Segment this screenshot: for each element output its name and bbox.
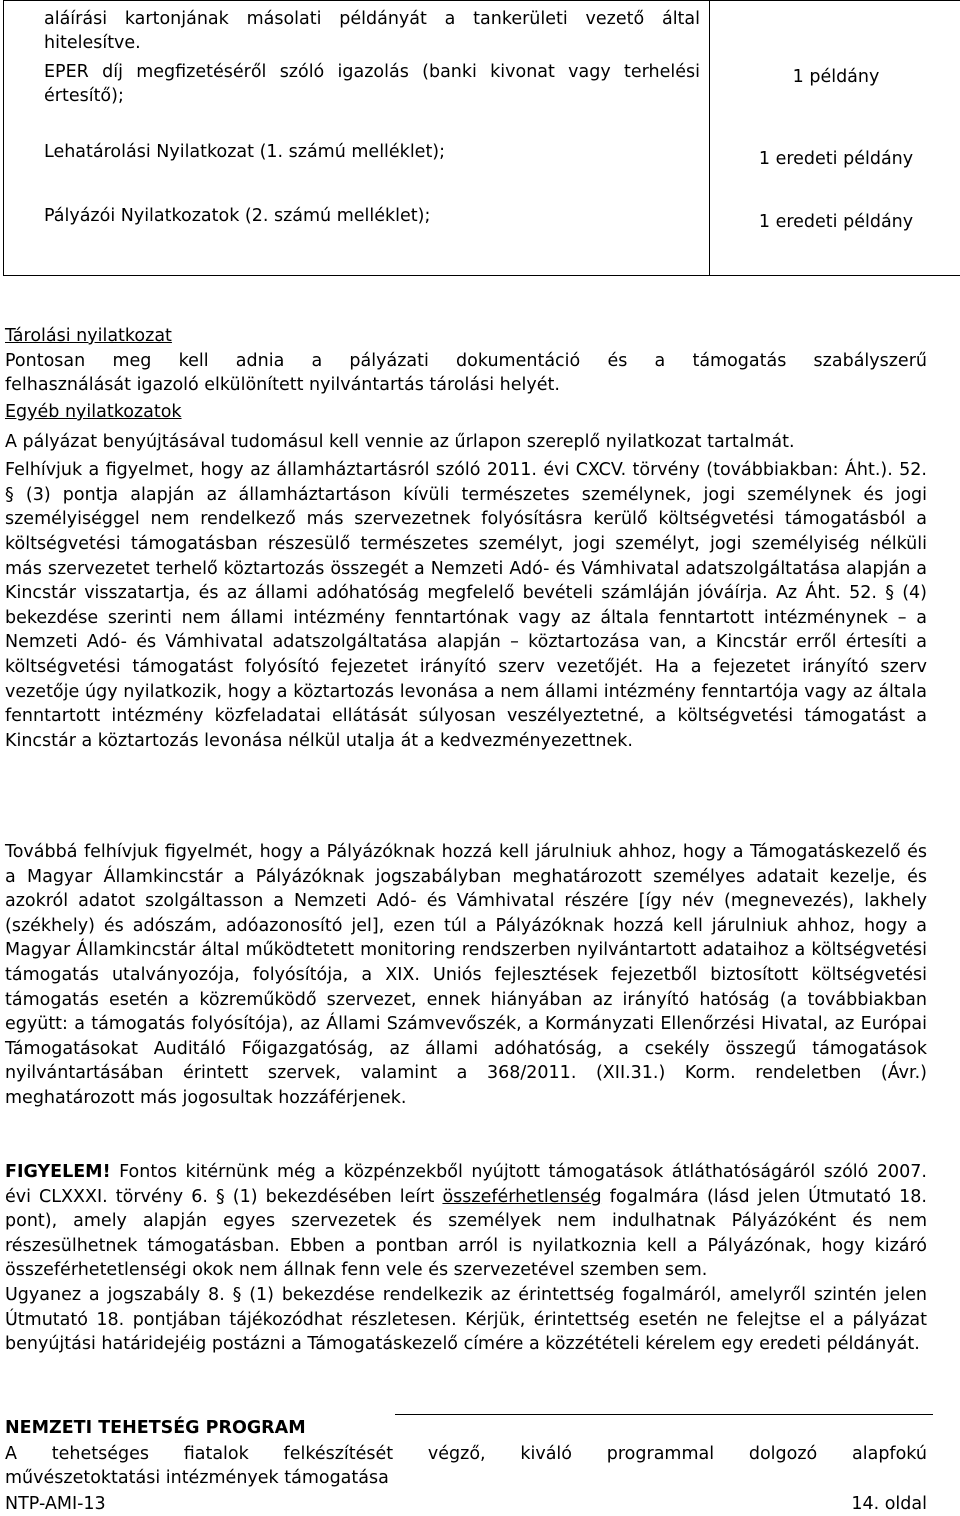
paragraph-line: felhasználását igazoló elkülönített nyilvántartás tárolási helyét. — [5, 375, 560, 396]
section-heading: Tárolási nyilatkozat — [5, 326, 172, 346]
table-qty: 1 eredeti példány — [758, 212, 914, 232]
paragraph: Felhívjuk a figyelmet, hogy az államháztartásról szóló 2011. évi CXCV. törvény (továbbiakban: Áht.). 52. § (3) pontja alapján az államháztartáson kívüli természetes személynek, jogi személynek és jogi személyiséggel nem rendelkező más szervezetnek folyósításra kerülő költségvetési támogatásból a költségvetési támogatásban részesülő természetes személyt, jogi személyt, jogi személyiség nélküli más szervezetet terhelő köztartozás összegét a Nemzeti Adó- és Vámhivatal adatszolgáltatása alapján a Kincstár visszatartja, és az állami adóhatóság megfelelő bevételi számláján jóváírja. Az Áht. 52. § (4) bekezdése szerinti nem állami intézmény fenntartónak vagy az általa fenntartott intézménynek – a Nemzeti Adó- és Vámhivatal adatszolgáltatása alapján – köztartozása van, a Kincstár erről értesíti a költségvetési támogatást folyósító fejezetet irányító szerv vezetőjét. Ha a fejezetet irányító szerv vezetője úgy nyilatkozik, hogy a köztartozás levonása a nem állami intézmény fenntartója vagy az általa fenntartott intézmény közfeladatai ellátását súlyosan veszélyeztetné, a költségvetési támogatást a Kincstár a köztartozás levonása nélkül utalja át a kedvezményezettnek. — [5, 460, 927, 751]
paragraph: A pályázat benyújtásával tudomásul kell vennie az űrlapon szereplő nyilatkozat tartalmát. — [5, 431, 795, 452]
table-qty: 1 eredeti példány — [758, 149, 914, 169]
paragraph-adatkezeles — [5, 840, 927, 1111]
footer-title: NEMZETI TEHETSÉG PROGRAM — [5, 1418, 306, 1438]
page-number: 14. oldal — [851, 1494, 927, 1514]
term-link: összeférhetlenség — [442, 1186, 602, 1207]
section-tarolasi — [5, 324, 927, 398]
paragraph: Továbbá felhívjuk figyelmét, hogy a Pályázóknak hozzá kell járulniuk ahhoz, hogy a Támogatáskezelő és a Magyar Államkincstár a Pályázóknak jogszabályban meghatározott személyes adatait kezelje, és azokról adatot szolgáltasson a Nemzeti Adó- és Vámhivatal részére [így név (megnevezés), lakhely (székhely) és adószám, adóazonosító jel], ezen túl a Pályázóknak hozzá kell járulniuk ahhoz, hogy a Magyar Államkincstár által működtetett monitoring rendszerben nyilvántartott adataihoz a költségvetési támogatás utalványozója, folyósítója, a XIX. Uniós fejlesztések fejezetből biztosított költségvetési támogatás esetén a közreműködő szervezet, ennek hiányában az irányító hatóság (a továbbiakban együtt: a támogatás folyósítója), az Állami Számvevőszék, a Kormányzati Ellenőrzési Hivatal, az Európai Támogatásokat Auditáló Főigazgatóság, az állami adóhatóság, a csekély összegű támogatások nyilvántartásában érintett szervek, valamint a 368/2011. (XII.31.) Korm. rendeletben (Ávr.) meghatározott más jogosultak hozzáférjenek. — [5, 842, 927, 1108]
required-documents-table — [3, 0, 960, 276]
paragraph-line: Pontosan meg kell adnia a pályázati dokumentáció és a támogatás szabályszerű — [5, 350, 927, 371]
footer-description: A tehetséges fiatalok felkészítését végző, kiváló programmal dolgozó alapfokú művészetoktatási intézmények támogatása — [5, 1444, 927, 1488]
footer-divider — [395, 1414, 933, 1415]
table-item: Pályázói Nyilatkozatok (2. számú melléklet); — [44, 206, 431, 226]
section-figyelem — [5, 1160, 927, 1357]
table-item: aláírási kartonjának másolati példányát a tankerületi vezető által hitelesítve. — [44, 9, 700, 53]
table-row — [4, 1, 960, 276]
footer-code: NTP-AMI-13 — [5, 1494, 106, 1514]
section-egyeb — [5, 400, 927, 753]
paragraph: Ugyanez a jogszabály 8. § (1) bekezdése rendelkezik az érintettség fogalmáról, amelyről szintén jelen Útmutató 18. pontjában tájékozódhat részletesen. Kérjük, érintettség esetén ne felejtse el a pályázat benyújtási határidejéig postázni a Támogatáskezelő címére a közzétételi kérelem egy eredeti példányát. — [5, 1284, 927, 1355]
paragraph: FIGYELEM! Fontos kitérnünk még a közpénzekből nyújtott támogatások átláthatóságáról szóló 2007. évi CLXXXI. törvény 6. § (1) bekezdésében leírt összeférhetlenség fogalmára (lásd jelen Útmutató 18. pont), amely alapján egyes szervezetek és személyek nem indulhatnak Pályázóként és nem részesülhetnek támogatásban. Ebben a pontban arról is nyilatkoznia kell a Pályázónak, hogy kizáró összeférhetetlenségi okok nem állnak fenn vele és szervezetével szemben sem. — [5, 1162, 927, 1281]
table-qty-cell — [710, 1, 960, 276]
warning-label: FIGYELEM! — [5, 1162, 111, 1182]
table-items-cell — [4, 1, 710, 276]
table-item: EPER díj megfizetéséről szóló igazolás (banki kivonat vagy terhelési értesítő); — [44, 62, 700, 106]
table-item: Lehatárolási Nyilatkozat (1. számú melléklet); — [44, 142, 446, 162]
table-qty: 1 példány — [792, 67, 880, 87]
section-heading: Egyéb nyilatkozatok — [5, 402, 182, 422]
